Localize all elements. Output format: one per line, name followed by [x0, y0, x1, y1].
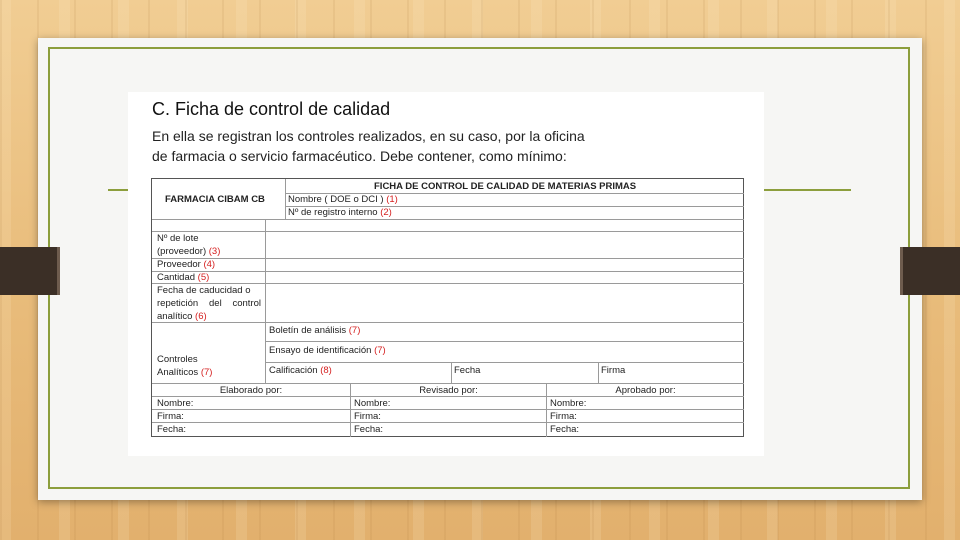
row-divider — [152, 409, 744, 410]
quality-control-form — [151, 178, 744, 437]
prepared-by-header: Elaborado por: — [219, 385, 283, 396]
row-divider — [152, 422, 744, 423]
prepared-date-label: Fecha: — [157, 424, 187, 435]
accent-rule-right — [762, 189, 851, 191]
col-divider — [598, 362, 599, 383]
grade-label: Calificación (8) — [269, 365, 332, 376]
approved-sign-label: Firma: — [550, 411, 577, 422]
approved-by-header: Aprobado por: — [615, 385, 676, 396]
row-divider — [152, 258, 744, 259]
intro-line-1: En ella se registran los controles realizados, en su caso, por la oficina — [152, 128, 585, 144]
col-divider — [285, 179, 286, 219]
side-tab-left-edge — [57, 247, 60, 295]
reviewed-name-label: Nombre: — [354, 398, 391, 409]
name-field-label: Nombre ( DOE o DCI ) (1) — [288, 194, 398, 205]
approved-name-label: Nombre: — [550, 398, 587, 409]
section-heading: C. Ficha de control de calidad — [152, 99, 391, 119]
prepared-sign-label: Firma: — [157, 411, 184, 422]
side-tab-right-edge — [900, 247, 903, 295]
row-divider — [265, 362, 744, 363]
expiry-label-line-2: repetición del control — [157, 298, 261, 309]
row-divider — [152, 322, 744, 323]
date-label: Fecha — [454, 365, 481, 376]
lot-label-provider: (proveedor) (3) — [157, 246, 221, 257]
approved-date-label: Fecha: — [550, 424, 580, 435]
pharmacy-name: FARMACIA CIBAM CB — [165, 194, 265, 205]
col-divider — [451, 362, 452, 383]
prepared-name-label: Nombre: — [157, 398, 194, 409]
controls-label-line-1: Controles — [157, 354, 198, 365]
form-title: FICHA DE CONTROL DE CALIDAD DE MATERIAS PRIMAS — [374, 181, 637, 192]
expiry-label-line-3: analítico (6) — [157, 311, 207, 322]
side-tab-left — [0, 247, 60, 295]
reviewed-date-label: Fecha: — [354, 424, 384, 435]
side-tab-right — [900, 247, 960, 295]
row-divider — [265, 341, 744, 342]
reviewed-sign-label: Firma: — [354, 411, 381, 422]
intro-line-2: de farmacia o servicio farmacéutico. Debe contener, como mínimo: — [152, 148, 567, 164]
lot-label: Nº de lote — [157, 233, 199, 244]
supplier-label: Proveedor (4) — [157, 259, 216, 270]
intro-text — [152, 126, 752, 166]
bulletin-label: Boletín de análisis (7) — [269, 325, 361, 336]
col-divider — [265, 219, 266, 383]
expiry-label-line-1: Fecha de caducidad o — [157, 285, 251, 296]
row-divider — [152, 231, 744, 232]
quantity-label: Cantidad (5) — [157, 272, 210, 283]
row-divider — [152, 271, 744, 272]
reviewed-by-header: Revisado por: — [419, 385, 478, 396]
identification-label: Ensayo de identificación (7) — [269, 345, 386, 356]
controls-label-line-2: Analíticos (7) — [157, 367, 213, 378]
signature-label: Firma — [601, 365, 626, 376]
register-field-label: Nº de registro interno (2) — [288, 207, 392, 218]
row-divider — [152, 219, 744, 220]
